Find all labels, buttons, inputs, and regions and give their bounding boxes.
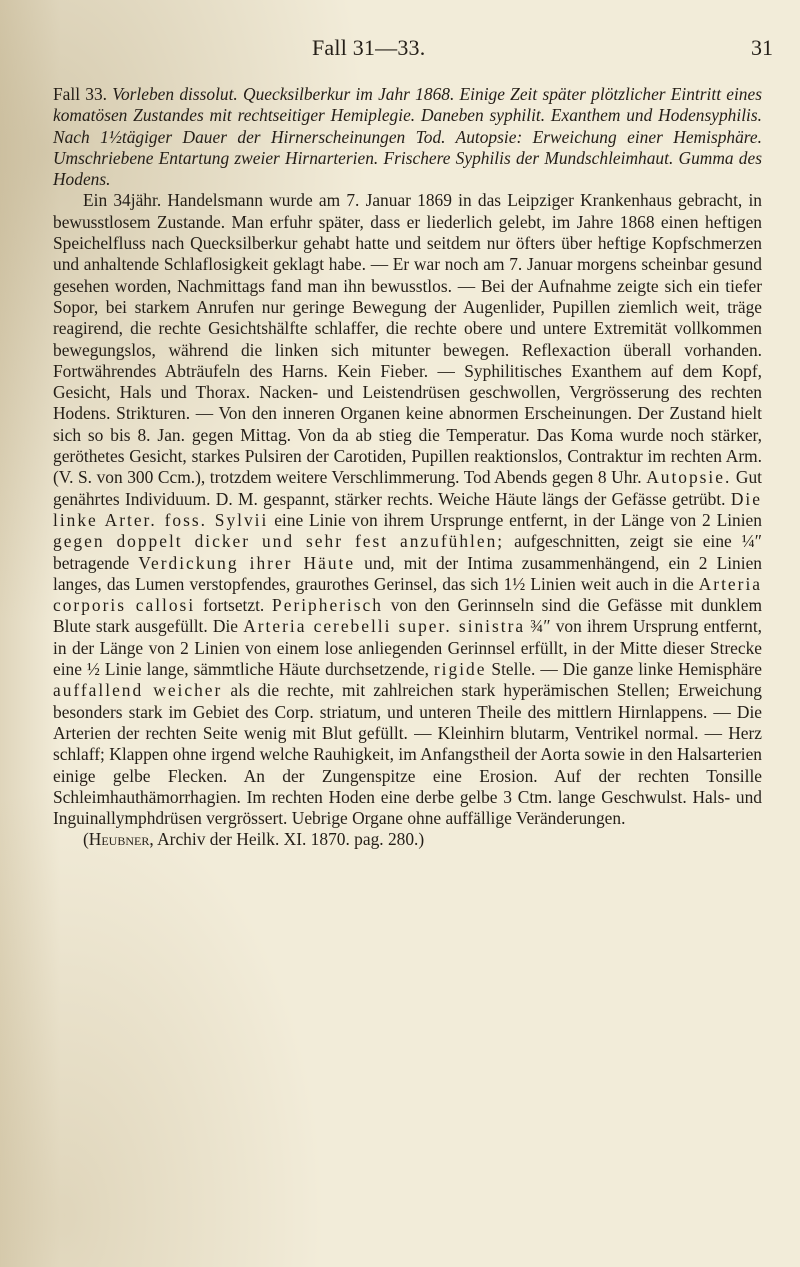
page-header	[0, 35, 800, 65]
case-body	[53, 190, 762, 829]
autopsy-text-7: ¾″ von ihrem Ursprung entfernt, in der Länge von 2 Linien von einem lose anliegenden Gerinnsel erfüllt, in der Mitte dieser Strecke eine ½ Linie lange, sämmtliche Häute durchsetzende,	[53, 616, 762, 680]
page-number: 31	[751, 35, 773, 60]
autopsy-text-1: Gut genährtes Individuum. D. M. gespannt, stärker rechts. Weiche Häute längs der Gefässe getrübt.	[53, 467, 762, 509]
citation-source: Archiv der Heilk. XI. 1870. pag. 280.	[157, 829, 419, 850]
emphasis-left-artery: Die linke Arter. foss. Sylvii	[53, 488, 762, 530]
emphasis-rigid: rigide	[433, 659, 487, 680]
emphasis-softer: auffallend weicher	[53, 680, 223, 701]
autopsy-text-6: von den Gerinnseln sind die Gefässe mit dunklem Blute stark ausgefüllt. Die	[53, 595, 762, 637]
history-text: Ein 34jähr. Handelsmann wurde am 7. Januar 1869 in das Leipziger Krankenhaus gebracht, in bewusstlosem Zustande. Man erfuhr später, dass er liederlich gelebt, im Jahre 1868 einen heftigen Speichelfluss nach Quecksilberkur gehabt hatte und seitdem nur öfters über heftige Kopfschmerzen und anhaltende Schlaflosigkeit geklagt habe. — Er war noch am 7. Januar morgens scheinbar gesund gesehen worden, Nachmittags fand man ihn bewusstlos. — Bei der Aufnahme zeigte sich ein tiefer Sopor, bei starkem Anrufen nur geringe Bewegung der Augenlider, Pupillen ziemlich weit, träge reagirend, die rechte Gesichtshälfte schlaffer, die rechte obere und untere Extremität vollkommen bewegungslos, während die linken sich mitunter bewegen. Reflexaction überall vorhanden. Fortwährendes Abträufeln des Harns. Kein Fieber. — Syphilitisches Exanthem auf dem Kopf, Gesicht, Hals und Thorax. Nacken- und Leistendrüsen geschwollen, Vergrösserung des rechten Hodens. Strikturen. — Von den inneren Organen keine abnormen Erscheinungen. Der Zustand hielt sich so bis 8. Jan. gegen Mittag. Von da ab stieg die Temperatur. Das Koma wurde noch stärker, geröthetes Gesicht, starkes Pulsiren der Carotiden, Pupillen reaktionslos, Contraktur im rechten Arm. (V. S. von 300 Ccm.), trotzdem weitere Verschlimmerung. Tod Abends gegen 8 Uhr.	[53, 190, 762, 488]
autopsy-label: Autopsie.	[646, 467, 732, 488]
autopsy-text-9: als die rechte, mit zahlreichen stark hyperämischen Stellen; Erweichung besonders stark im Gebiet des Corp. striatum, und unteren Theile des mittlern Hirnlappens. — Die Arterien der rechten Seite wenig mit Blut gefüllt. — Kleinhirn blutarm, Ventrikel normal. — Herz schlaff; Klappen ohne irgend welche Rauhigkeit, im Anfangstheil der Aorta sowie in den Halsarterien einige gelbe Flecken. An der Zungenspitze eine Erosion. Auf der rechten Tonsille Schleimhauthämorrhagien. Im rechten Hoden eine derbe gelbe 3 Ctm. lange Geschwulst. Hals- und Inguinallymphdrüsen vergrössert. Uebrige Organe ohne auffällige Veränderungen.	[53, 680, 762, 829]
autopsy-text-2: eine Linie von ihrem Ursprunge entfernt, in der Länge von 2 Linien	[274, 509, 762, 530]
citation-author: Heubner	[88, 829, 150, 850]
emphasis-peripheral: Peripherisch	[272, 595, 383, 616]
case-summary: Vorleben dissolut. Quecksilberkur im Jahr 1868. Einige Zeit später plötzlicher Eintritt eines komatösen Zustandes mit rechtseitiger Hemiplegie. Daneben syphilit. Exanthem und Hodensyphilis. Nach 1½tägiger Dauer der Hirnerscheinungen Tod. Autopsie: Erweichung einer Hemisphäre. Umschriebene Entartung zweier Hirnarterien. Frischere Syphilis der Mundschleimhaut. Gumma des Hodens.	[53, 84, 762, 190]
autopsy-text-8: Stelle. — Die ganze linke Hemisphäre	[491, 659, 762, 680]
citation: (Heubner, Archiv der Heilk. XI. 1870. pag. 280.)	[83, 829, 425, 850]
case-report	[53, 84, 762, 851]
autopsy-text-5: fortsetzt.	[202, 595, 265, 616]
autopsy-text-4: und, mit der Intima zusammenhängend, ein 2 Linien langes, das Lumen verstopfendes, graurothes Gerinsel, das sich 1½ Linien weit auch in die	[53, 552, 762, 594]
emphasis-thickening: gegen doppelt dicker und sehr fest anzufühlen;	[53, 531, 505, 552]
case-number: Fall 33.	[53, 84, 108, 104]
emphasis-corpus-callosum-artery: Arteria corporis callosi	[53, 573, 762, 616]
emphasis-cerebellar-artery: Arteria cerebelli super. sinistra	[243, 616, 526, 637]
case-heading	[53, 84, 762, 190]
emphasis-wall-thickening: Verdickung ihrer Häute	[138, 552, 356, 573]
running-head: Fall 31—33.	[312, 35, 426, 60]
autopsy-text-3: aufgeschnitten, zeigt sie eine ¼″ betragende	[53, 531, 762, 573]
